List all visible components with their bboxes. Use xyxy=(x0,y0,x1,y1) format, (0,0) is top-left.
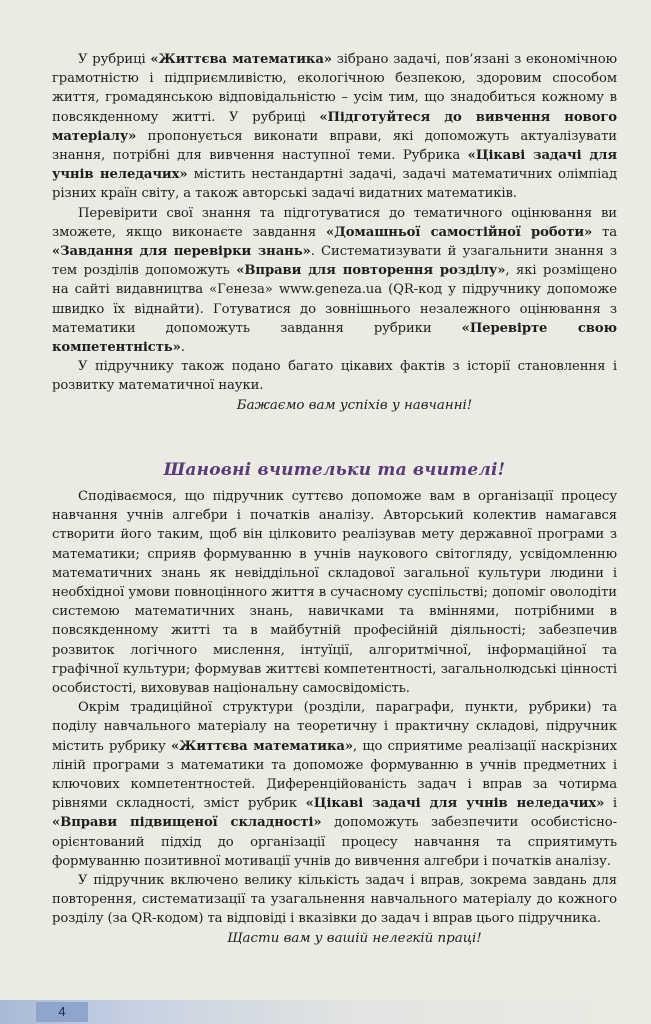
bold-rubric-name: «Життєва математика» xyxy=(170,738,353,754)
teachers-wish: Щасти вам у вашій нелегкій праці! xyxy=(227,930,482,946)
text-run: містить нестандартні задачі, задачі математичних олімпіад різних країн світу, а також авторські задачі видатних математиків. xyxy=(52,167,617,202)
students-wish: Бажаємо вам успіхів у навчанні! xyxy=(236,397,473,413)
text-run: , які розміщено на сайті видавництва «Генеза» www.geneza.ua (QR-код у підручнику допоможе швидко їх віднайти). Готуватися до зовнішнього незалежного оцінювання з математики допоможуть завдання рубрики xyxy=(52,263,617,336)
text-run: , що сприятиме реалізації наскрізних ліній програми з математики та допоможе формуванню в учнів предметних і ключових компетентностей. Диференційованість задач і вправ за чотирма рівнями складності, зміст рубрик xyxy=(52,738,617,812)
text-run: зібрано задачі, пов’язані з економічною грамотністю і підприємливістю, екологічною безпекою, здоровим способом життя, громадянською відповідальністю – усім тим, що знадобиться кожному в повсякденному житті. У рубриці xyxy=(52,52,617,125)
students-section xyxy=(52,50,617,415)
text-run: і xyxy=(604,796,617,812)
teachers-paragraph-3 xyxy=(52,871,617,929)
text-run: Окрім традиційної структури (розділи, параграфи, пункти, рубрики) та поділу навчального матеріалу на теоретичну і практичну складові, підручник містить рубрику xyxy=(52,700,617,754)
text-run: У підручник включено велику кількість задач і вправ, зокрема завдань для повторення, систематизації та узагальнення навчального матеріалу до кожного розділу (за QR-кодом) та відповіді і вказівки до задач і вправ цього підручника. xyxy=(52,873,617,927)
intro-paragraph-3 xyxy=(52,357,617,395)
intro-paragraph-2 xyxy=(52,204,617,358)
bold-rubric-name: «Цікаві задачі для учнів неледачих» xyxy=(305,796,605,812)
bold-rubric-name: «Домашньої самостійної роботи» xyxy=(325,224,593,240)
text-run: Перевірити свої знання та підготуватися до тематичного оцінювання ви зможете, якщо виконаєте завдання xyxy=(52,205,617,240)
teachers-paragraph-2 xyxy=(52,698,617,871)
text-run: У підручнику також подано багато цікавих фактів з історії становлення і розвитку математичної науки. xyxy=(52,359,617,394)
bold-rubric-name: «Цікаві задачі для учнів неледачих» xyxy=(52,148,617,183)
text-run: та xyxy=(592,224,617,240)
text-run: пропонується виконати вправи, які допоможуть актуалізувати знання, потрібні для вивчення наступної теми. Рубрика xyxy=(52,128,617,164)
bold-rubric-name: «Вправи підвищеної складності» xyxy=(52,815,322,831)
bold-rubric-name: «Завдання для перевірки знань» xyxy=(52,244,311,260)
text-run: допоможуть забезпечити особистісно-орієнтований підхід до організації процесу навчання та сприятимуть формуванню позитивної мотивації учнів до вивчення алгебри і початків аналізу. xyxy=(52,815,617,869)
text-run: . Систематизувати й узагальнити знання з тем розділів допоможуть xyxy=(52,244,618,279)
text-run: Сподіваємося, що підручник суттєво допоможе вам в організації процесу навчання учнів алгебри і початків аналізу. Авторський колектив намагався створити його таким, щоб він цілковито реалізував мету державної програми з математики; сприяв формуванню в учнів наукового світогляду, усвідомленню математичних знань як невіддільної складової загальної культури людини і необхідної умови повноцінного життя в сучасному суспільстві; допоміг оволодіти системою математичних знань, навичками та вміннями, потрібними в повсякденному житті та в майбутній професійній діяльності; забезпечив розвиток логічного мислення, інтуїції, алгоритмічної, інформаційної та графічної культури; формував життєві компетентності, загальнолюдські цінності особистості, виховував національну самосвідомість. xyxy=(52,489,617,697)
intro-paragraph-1 xyxy=(52,50,617,204)
text-run: У рубриці xyxy=(78,52,151,67)
bold-rubric-name: «Підготуйтеся до вивчення нового матеріалу» xyxy=(52,109,617,144)
footer-band xyxy=(0,1000,651,1024)
text-run: . xyxy=(180,340,185,356)
bold-rubric-name: «Перевірте свою компетентність» xyxy=(52,320,617,356)
teachers-section xyxy=(52,487,617,948)
bold-rubric-name: «Вправи для повторення розділу» xyxy=(236,263,506,279)
page-number: 4 xyxy=(36,1002,88,1022)
bold-rubric-name: «Життєва математика» xyxy=(150,52,332,67)
teachers-heading: Шановні вчительки та вчителі! xyxy=(163,460,506,480)
teachers-paragraph-1 xyxy=(52,487,617,698)
